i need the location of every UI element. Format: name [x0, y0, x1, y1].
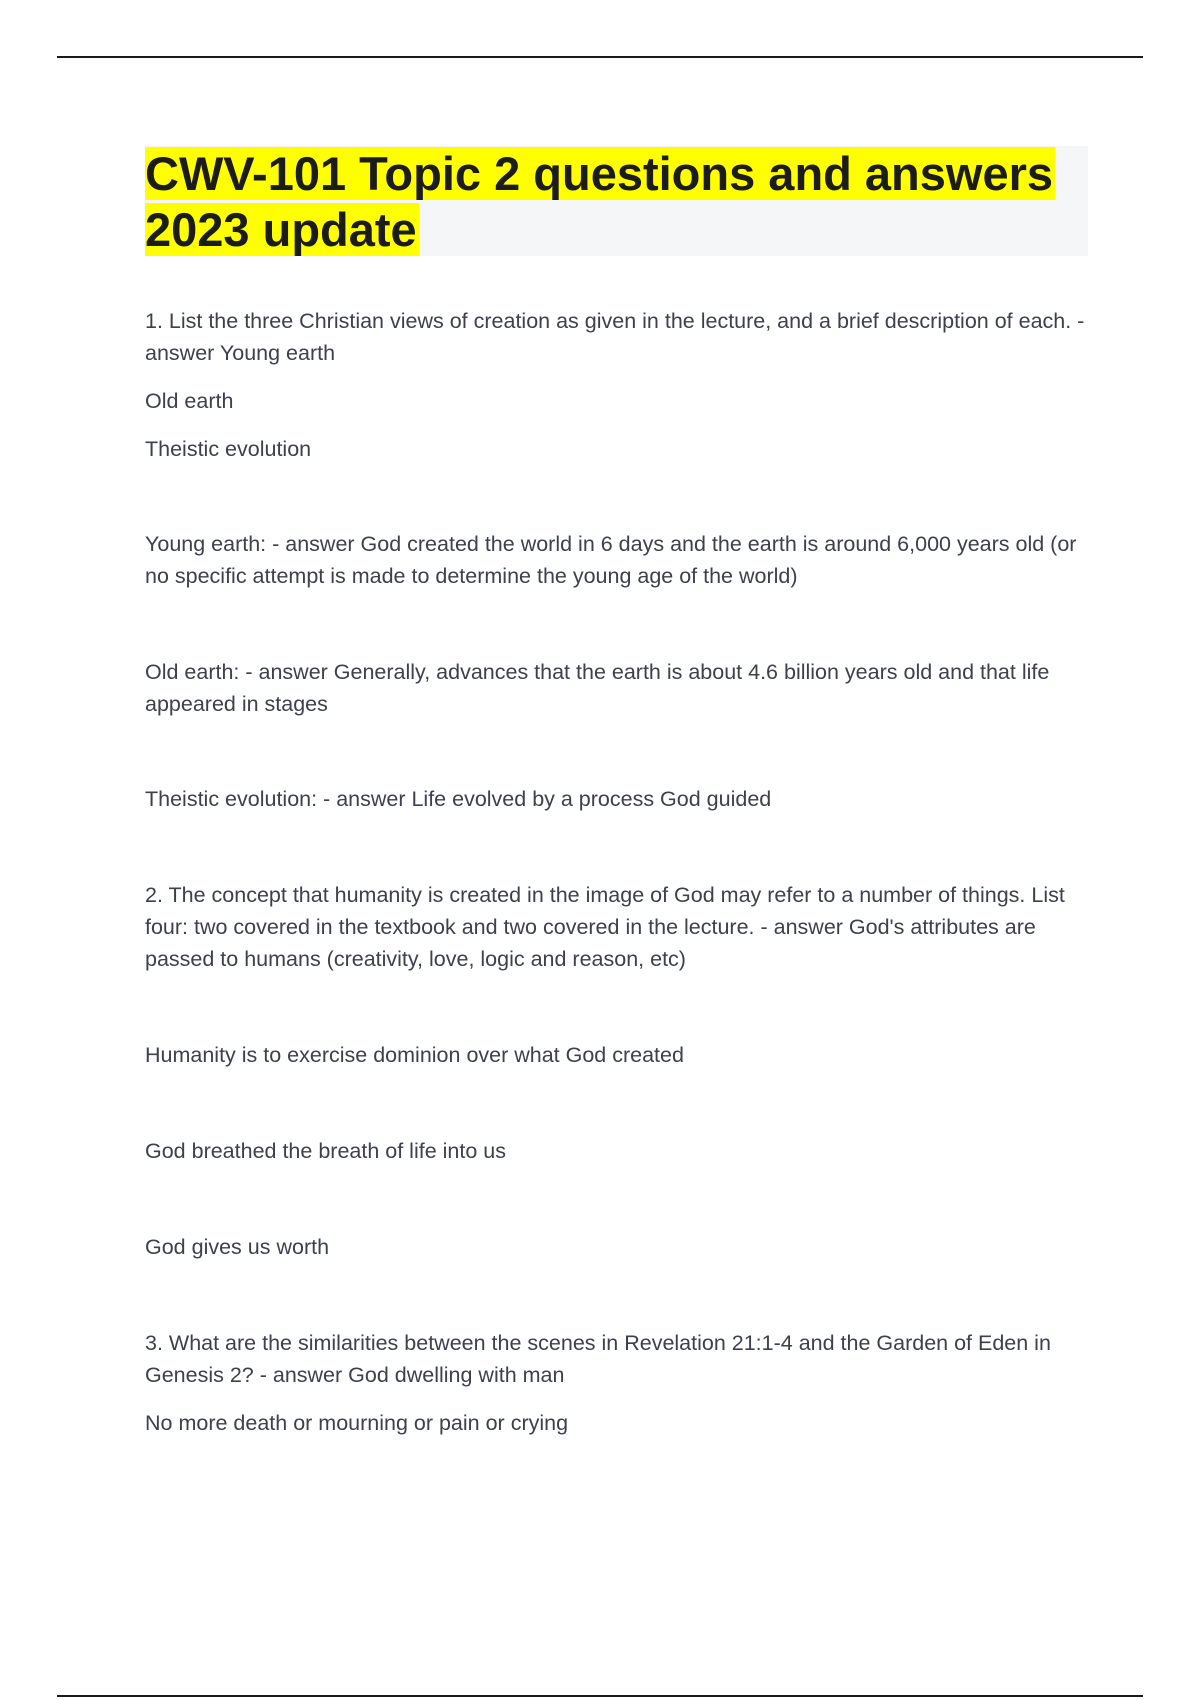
- question-1: 1. List the three Christian views of creation as given in the lecture, and a brief description of each. - answer Young earth: [145, 309, 1085, 365]
- answer-line: God breathed the breath of life into us: [145, 1139, 506, 1163]
- top-rule: [57, 56, 1143, 58]
- answer-line: Theistic evolution: - answer Life evolved by a process God guided: [145, 787, 772, 811]
- answer-line: God gives us worth: [145, 1235, 330, 1259]
- title-highlight: CWV-101 Topic 2 questions and answers 2023 update: [145, 147, 1054, 256]
- question-2: 2. The concept that humanity is created in the image of God may refer to a number of things. List four: two covered in the textbook and two covered in the lecture. - answer God's attributes are passed to humans (creativity, love, logic and reason, etc): [145, 883, 1065, 971]
- answer-line: Theistic evolution: [145, 437, 312, 461]
- document-title: [145, 146, 1088, 258]
- answer-line: Young earth: - answer God created the world in 6 days and the earth is around 6,000 years old (or no specific attempt is made to determine the young age of the world): [145, 532, 1077, 588]
- bottom-rule: [57, 1695, 1143, 1697]
- answer-line: Humanity is to exercise dominion over what God created: [145, 1043, 684, 1067]
- answer-line: Old earth: - answer Generally, advances that the earth is about 4.6 billion years old and that life appeared in stages: [145, 660, 1050, 716]
- answer-line: No more death or mourning or pain or crying: [145, 1411, 569, 1435]
- document-body: [145, 305, 1085, 1439]
- question-3: 3. What are the similarities between the scenes in Revelation 21:1-4 and the Garden of Eden in Genesis 2? - answer God dwelling with man: [145, 1331, 1051, 1387]
- answer-line: Old earth: [145, 389, 234, 413]
- title-block: [145, 146, 1088, 256]
